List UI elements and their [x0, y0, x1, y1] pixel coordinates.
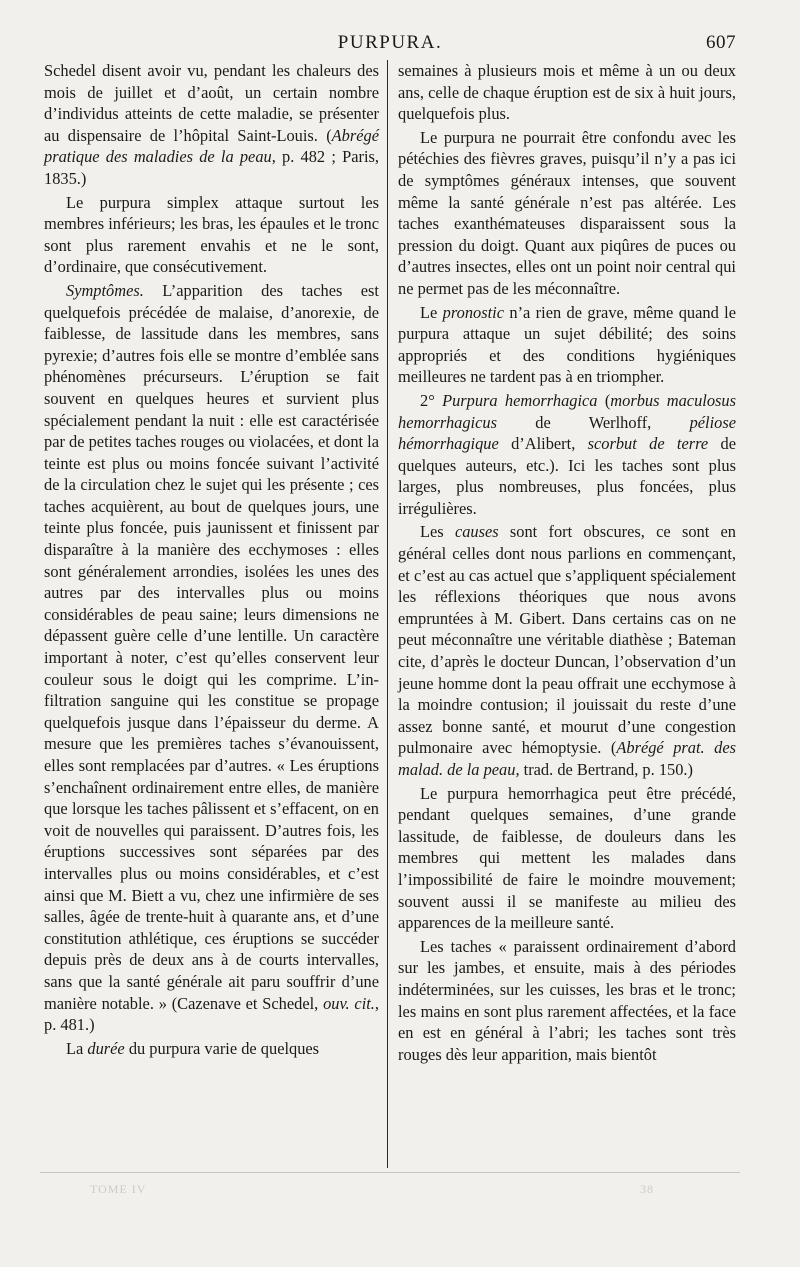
bottom-rule — [40, 1172, 740, 1173]
italic-text: Abrégé pratique des maladies de la peau — [44, 125, 379, 167]
italic-text: morbus maculosus hemorrhagicus — [398, 390, 736, 432]
text-run: trad. de Bertrand, p. 150.) — [519, 760, 693, 779]
text-run: semaines à plusieurs mois et même à un ou deux ans, celle de chaque éruption est de six à huit jours, quelquefois plus. — [398, 61, 736, 124]
paragraph — [44, 280, 379, 1036]
text-run: Le — [420, 302, 443, 322]
text-run: Les — [420, 522, 455, 542]
italic-text: pronostic — [442, 302, 504, 322]
text-run: La — [66, 1038, 88, 1058]
show-through-text-right: 38 — [640, 1182, 654, 1196]
text-run: n’a rien de grave, même quand le purpura attaque un sujet débilité; des soins appropriés et des conditions hygiéniques meilleures ne tardent pas à en triompher. — [398, 302, 736, 387]
paragraph — [398, 390, 736, 520]
right-column — [398, 60, 736, 1065]
running-header — [44, 32, 736, 56]
italic-text: durée — [87, 1038, 125, 1058]
text-run: Le purpura hemorrhagica peut être précédé, pendant quelques semaines, d’une grande lassitude, de faiblesse, de douleurs dans les membres qui mettent les malades dans l’impossibilité de faire le moindre mouvement; souvent aussi il se manifeste au milieu des apparences de la meilleure santé. — [398, 783, 736, 933]
text-run: Les taches « paraissent ordinairement d’abord sur les jambes, et ensuite, mais à des périodes indéterminées, sur les cuisses, les bras et le tronc; les mains en sont plus rarement affectées, et la face en est en général à l’abri; les taches sont très rouges dès leur apparition, mais bientôt — [398, 936, 736, 1064]
italic-text: causes — [454, 522, 499, 542]
left-column — [44, 60, 379, 1059]
paragraph — [44, 192, 379, 278]
paragraph — [398, 936, 736, 1066]
text-run: d’Alibert, — [498, 434, 588, 454]
italic-text: Symptômes. — [66, 280, 144, 300]
italic-text: scorbut de terre — [587, 434, 709, 454]
paragraph — [398, 783, 736, 934]
show-through-text-left: TOME IV — [90, 1182, 147, 1196]
text-run: du purpura varie de quelques — [124, 1038, 320, 1058]
text-run: Le purpura simplex attaque surtout les membres inférieurs; les bras, les épaules et le tronc sont plus rarement envahis et ne le sont, d’ordinaire, que consécutivement. — [44, 192, 379, 277]
italic-text: péliose hémorrhagique — [398, 412, 736, 454]
paragraph — [398, 521, 736, 780]
text-run: , p. 482 ; Paris, 1835.) — [44, 147, 379, 188]
paragraph — [398, 127, 736, 300]
paragraph — [398, 60, 736, 125]
text-run: , p. 481.) — [44, 993, 380, 1035]
text-run: L’apparition des taches est quelquefois précédée de malaise, d’anorexie, de faiblesse, de lassitude dans les membres, sans pyrexie; d’autres fois elle se montre d’emblée sans phénomènes précurseurs. L’éruption se fait souvent en quelques heures et survient plus spécialement pendant la nuit : elle est caractérisée par de petites taches rouges ou violacées, et dont la teinte est plus ou moins foncée suivant l’activité de la circulation chez le sujet qui les présente ; ces taches acquièrent, au bout de quelques jours, une teinte plus foncée, puis jaunissent et finissent par disparaître à la manière des ecchymoses : elles sont généralement arrondies, isolées les unes des autres par des intervalles plus ou moins considérables de peau saine; leurs dimensions ne dépassent guère celle d’une lentille. Un caractère important à noter, c’est qu’elles conservent leur couleur sous le doigt qui les comprime. L’infiltration sanguine qui les constitue se propage quelquefois jusque dans l’épaisseur du derme. A mesure que les premières taches s’évanouissent, elles sont remplacées par d’autres. « Les éruptions s’enchaînent ordinairement entre elles, de manière que lorsque les taches pâlissent et s’effacent, on en voit de nouvelles qui paraissent. D’autres fois, les éruptions successives sont séparées par des intervalles plus ou moins considérables, et c’est ainsi que M. Biett a vu, chez une infirmière de ses salles, âgée de trente-huit à quarante ans, et d’une constitution athlétique, ces éruptions se succéder depuis près de deux ans à de courts intervalles, sans que la santé générale ait paru souffrir d’une manière notable. » (Cazenave et Schedel, — [44, 280, 379, 1013]
text-run: Schedel disent avoir vu, pendant les chaleurs des mois de juillet et d’août, un certain nombre d’individus atteints de cette maladie, se présenter au dispensaire de l’hôpital Saint-Louis. ( — [44, 61, 379, 145]
text-run: Le purpura ne pourrait être confondu avec les pétéchies des fièvres graves, puisqu’il n’y a pas ici de symptômes généraux intenses, que souvent même la santé générale n’est pas altérée. Les taches exanthémateuses disparaissent sous la pression du doigt. Quant aux piqûres de puces ou d’autres insectes, elles ont un point noir central qui ne permet pas de les méconnaître. — [398, 127, 736, 298]
text-run: sont fort obscures, ce sont en général celles dont nous parlions en commençant, et c’est au cas actuel que s’appliquent spécialement les réflexions théoriques que nous avons empruntées à M. Gibert. Dans certains cas on ne peut méconnaître une véritable diathèse ; Bateman cite, d’après le docteur Duncan, l’observation d’un jeune homme dont la peau offrait une ecchymose à la moindre contusion; il jouissait du reste d’une assez bonne santé, et mourut d’une congestion pulmonaire avec hémoptysie. ( — [398, 522, 736, 758]
text-run: 2° — [420, 390, 443, 410]
italic-text: Abrégé prat. des malad. de la peau, — [398, 738, 736, 779]
paragraph — [44, 60, 379, 190]
paragraph — [398, 302, 736, 388]
italic-text: Purpura hemorrhagica — [442, 390, 598, 410]
page-title: PURPURA. — [337, 32, 443, 53]
column-divider — [387, 60, 388, 1168]
text-run: de quelques auteurs, etc.). Ici les taches sont plus larges, plus nombreuses, plus foncées, plus irrégulières. — [398, 434, 736, 518]
italic-text: ouv. cit. — [323, 993, 375, 1013]
page-number: 607 — [706, 32, 736, 53]
text-run: ( — [597, 390, 611, 410]
paragraph — [44, 1038, 379, 1060]
text-run: de Werlhoff, — [496, 412, 690, 432]
